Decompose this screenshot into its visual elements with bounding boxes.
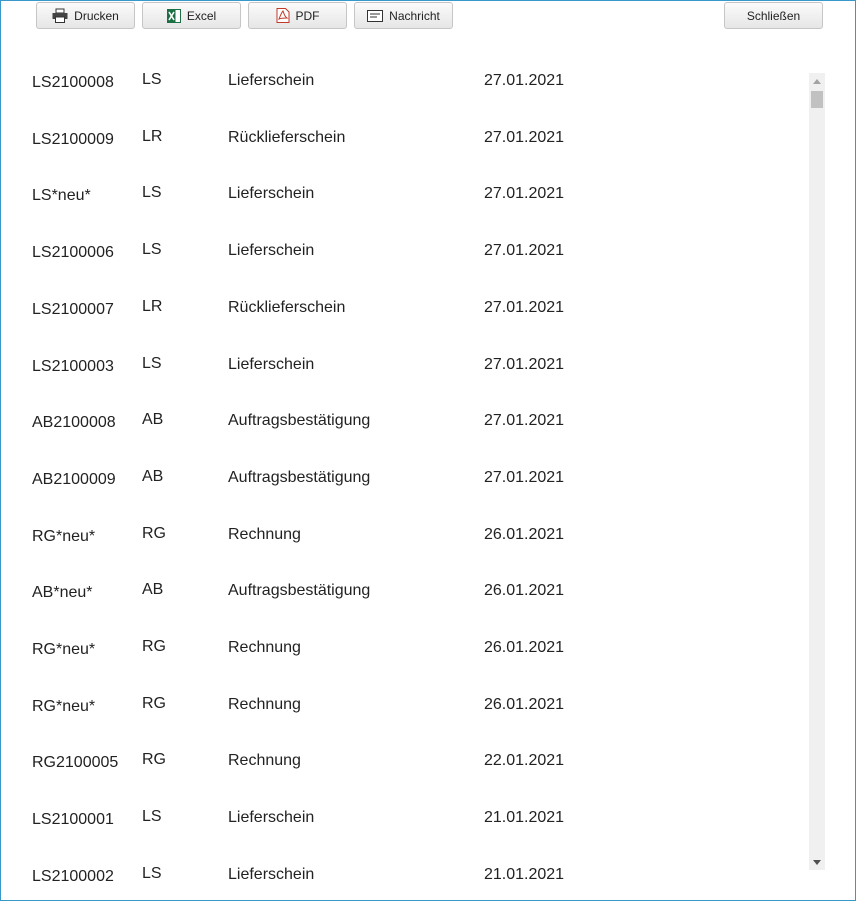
document-type-name: Rechnung xyxy=(228,525,301,543)
printer-icon xyxy=(52,9,68,23)
document-number: LS2100008 xyxy=(32,74,114,91)
document-type-name: Lieferschein xyxy=(228,809,315,827)
list-item[interactable] xyxy=(1,392,808,448)
document-type-name: Lieferschein xyxy=(228,72,315,89)
document-number: LS*neu* xyxy=(32,187,91,205)
document-type-code: LR xyxy=(142,127,163,145)
document-number: AB2100008 xyxy=(32,414,116,432)
close-button[interactable] xyxy=(724,2,823,29)
document-date: 27.01.2021 xyxy=(484,185,565,203)
document-number: LS2100002 xyxy=(32,867,114,885)
document-number: LS2100003 xyxy=(32,357,114,375)
message-button[interactable] xyxy=(354,2,453,29)
document-type-code: LS xyxy=(142,354,162,372)
print-button-label: Drucken xyxy=(74,8,119,23)
list-item[interactable] xyxy=(1,449,808,505)
document-type-code: LS xyxy=(142,241,162,259)
pdf-button-label: PDF xyxy=(295,8,320,23)
document-type-name: Rücklieferschein xyxy=(228,128,346,146)
message-icon xyxy=(367,10,383,22)
list-item[interactable] xyxy=(1,619,808,675)
list-item[interactable] xyxy=(1,732,808,788)
document-date: 27.01.2021 xyxy=(484,468,565,486)
list-item[interactable] xyxy=(1,336,808,392)
list-item[interactable] xyxy=(1,846,808,902)
document-type-name: Auftragsbestätigung xyxy=(228,412,371,430)
toolbar xyxy=(1,1,855,33)
document-type-name: Rechnung xyxy=(228,639,301,656)
scrollbar-thumb[interactable] xyxy=(811,91,823,108)
document-date: 27.01.2021 xyxy=(484,355,565,373)
close-button-label: Schließen xyxy=(746,8,801,23)
document-number: RG*neu* xyxy=(32,697,96,715)
document-number: RG2100005 xyxy=(32,754,119,772)
document-date: 21.01.2021 xyxy=(484,865,565,883)
excel-icon xyxy=(167,9,181,23)
document-number: LS2100007 xyxy=(32,300,114,318)
document-date: 22.01.2021 xyxy=(484,752,565,770)
message-button-label: Nachricht xyxy=(389,8,440,23)
document-number: RG*neu* xyxy=(32,527,96,545)
excel-button-label: Excel xyxy=(186,8,217,23)
document-type-name: Lieferschein xyxy=(228,865,315,883)
document-type-code: RG xyxy=(142,694,166,712)
excel-button[interactable] xyxy=(142,2,241,29)
document-number: LS2100001 xyxy=(32,811,114,829)
document-number: RG*neu* xyxy=(32,641,96,658)
document-number: AB2100009 xyxy=(32,470,116,488)
document-type-code: AB xyxy=(142,411,164,429)
document-date: 27.01.2021 xyxy=(484,242,565,260)
list-item[interactable] xyxy=(1,222,808,278)
document-date: 21.01.2021 xyxy=(484,809,565,827)
document-type-code: LR xyxy=(142,297,163,315)
list-item[interactable] xyxy=(1,109,808,165)
document-type-code: AB xyxy=(142,467,164,485)
vertical-scrollbar[interactable] xyxy=(809,73,825,870)
document-date: 26.01.2021 xyxy=(484,582,565,600)
document-type-name: Rechnung xyxy=(228,752,301,770)
document-list xyxy=(1,52,808,885)
document-number: LS2100006 xyxy=(32,244,114,262)
list-item[interactable] xyxy=(1,279,808,335)
list-item[interactable] xyxy=(1,676,808,732)
document-number: LS2100009 xyxy=(32,130,114,148)
document-date: 26.01.2021 xyxy=(484,525,565,543)
document-type-name: Rechnung xyxy=(228,695,301,713)
document-type-code: RG xyxy=(142,751,166,769)
document-type-name: Lieferschein xyxy=(228,355,315,373)
document-type-code: LS xyxy=(142,71,162,88)
document-type-name: Lieferschein xyxy=(228,185,315,203)
list-item[interactable] xyxy=(1,562,808,618)
list-item[interactable] xyxy=(1,506,808,562)
document-date: 27.01.2021 xyxy=(484,72,565,89)
document-type-code: LS xyxy=(142,184,162,202)
document-date: 27.01.2021 xyxy=(484,298,565,316)
document-number: AB*neu* xyxy=(32,584,93,602)
document-type-code: AB xyxy=(142,581,164,599)
pdf-button[interactable] xyxy=(248,2,347,29)
scroll-down-arrow-icon[interactable] xyxy=(809,854,825,870)
document-type-code: RG xyxy=(142,524,166,542)
document-type-code: RG xyxy=(142,638,166,655)
document-type-name: Auftragsbestätigung xyxy=(228,468,371,486)
print-button[interactable] xyxy=(36,2,135,29)
document-type-code: LS xyxy=(142,808,162,826)
document-type-code: LS xyxy=(142,864,162,882)
document-date: 27.01.2021 xyxy=(484,412,565,430)
pdf-icon xyxy=(276,8,290,23)
document-type-name: Auftragsbestätigung xyxy=(228,582,371,600)
document-date: 26.01.2021 xyxy=(484,695,565,713)
list-item[interactable] xyxy=(1,789,808,845)
document-type-name: Rücklieferschein xyxy=(228,298,346,316)
document-type-name: Lieferschein xyxy=(228,242,315,260)
scroll-up-arrow-icon[interactable] xyxy=(809,73,825,89)
document-date: 26.01.2021 xyxy=(484,639,565,656)
document-date: 27.01.2021 xyxy=(484,128,565,146)
list-item[interactable] xyxy=(1,52,808,108)
list-item[interactable] xyxy=(1,165,808,221)
